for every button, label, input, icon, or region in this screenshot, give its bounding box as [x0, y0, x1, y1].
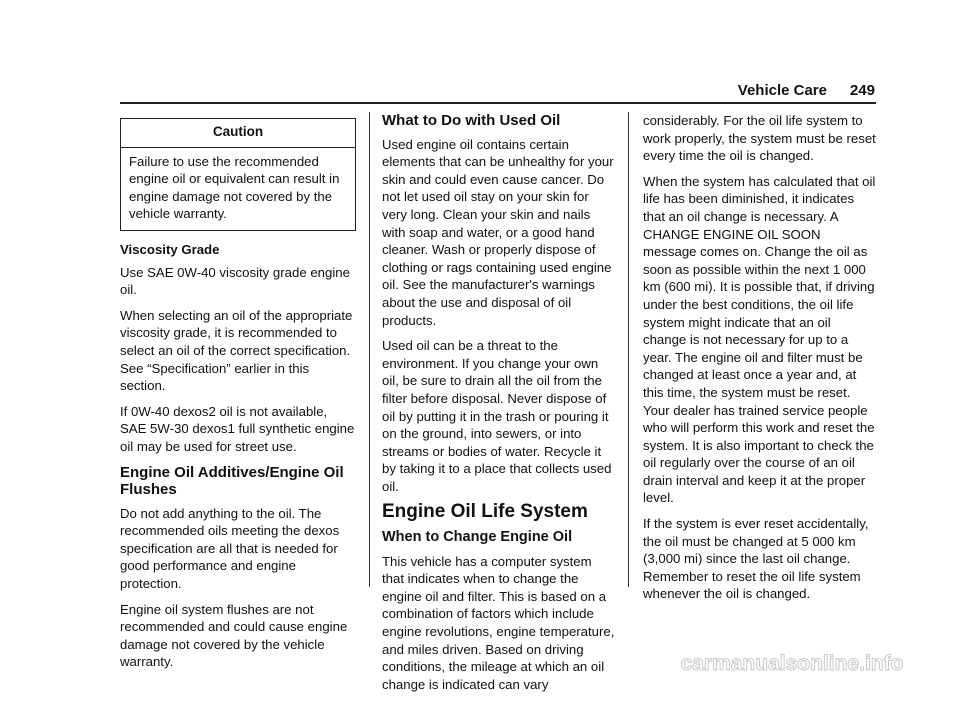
- viscosity-paragraph: Use SAE 0W-40 viscosity grade engine oil.: [120, 264, 350, 298]
- column-divider: [369, 112, 370, 587]
- viscosity-paragraph: When selecting an oil of the appropriate viscosity grade, it is recommended to select an oil of the correct specification. See “Specification” earlier in this section.: [120, 307, 353, 394]
- caution-box: [120, 118, 356, 231]
- watermark-text: carmanualsonline.info: [680, 652, 904, 675]
- used-oil-paragraph: Used oil can be a threat to the environment. If you change your own oil, be sure to drain all the oil from the filter before disposal. Never dispose of oil by putting it in the trash or pouring it on the ground, into sewers, or into streams or bodies of water. Recycle it by taking it to a place that collects used oil.: [382, 338, 612, 494]
- column-divider: [628, 112, 629, 587]
- when-to-change-heading: When to Change Engine Oil: [382, 529, 573, 546]
- section-title: Vehicle Care: [737, 82, 827, 99]
- used-oil-paragraph: Used engine oil contains certain elements that can be unhealthy for your skin and could even cause cancer. Do not let used oil stay on your skin for very long. Clean your skin and nails with soap and water, or a good hand cleaner. Wash or properly dispose of clothing or rags containing used engine oil. See the manufacturer's warnings about the use and disposal of oil products.: [382, 136, 614, 328]
- when-to-change-paragraph: This vehicle has a computer system that indicates when to change the engine oil and filter. This is based on a combination of factors which include engine revolutions, engine temperature, and miles driven. Based on driving conditions, the mileage at which an oil change is indicated can vary: [382, 553, 615, 692]
- column-right: [643, 112, 877, 611]
- column-middle: [382, 112, 616, 701]
- oil-life-paragraph: considerably. For the oil life system to work properly, the system must be reset every time the oil is changed.: [643, 113, 876, 164]
- additives-paragraph: Do not add anything to the oil. The recommended oils meeting the dexos specification are all that is needed for good performance and engine protection.: [120, 505, 340, 592]
- viscosity-paragraph: If 0W-40 dexos2 oil is not available, SAE 5W-30 dexos1 full synthetic engine oil may be used for street use.: [120, 403, 355, 454]
- viscosity-heading: Viscosity Grade: [120, 241, 220, 257]
- additives-paragraph: Engine oil system flushes are not recommended and could cause engine damage not covered by the vehicle warranty.: [120, 601, 348, 670]
- page-header: [705, 82, 875, 102]
- page-number: 249: [849, 82, 875, 99]
- used-oil-heading: What to Do with Used Oil: [382, 112, 561, 129]
- caution-title: Caution: [121, 119, 355, 148]
- header-rule: [120, 102, 876, 104]
- caution-text: Failure to use the recommended engine oil or equivalent can result in engine damage not covered by the vehicle warranty.: [129, 153, 340, 222]
- oil-life-system-heading: Engine Oil Life System: [382, 501, 588, 523]
- column-left: [120, 112, 356, 679]
- watermark-logo: [633, 650, 951, 676]
- oil-life-paragraph: If the system is ever reset accidentally, the oil must be changed at 5 000 km (3,000 mi) since the last oil change. Remember to reset the oil life system whenever the oil is changed.: [643, 516, 869, 602]
- additives-heading: Engine Oil Additives/Engine Oil Flushes: [120, 463, 344, 499]
- oil-life-paragraph: When the system has calculated that oil life has been diminished, it indicates that an oil change is necessary. A CHANGE ENGINE OIL SOON message comes on. Change the oil as soon as possible within the next 1 000 km (600 mi). It is possible that, if driving under the best conditions, the oil life system might indicate that an oil change is not necessary for up to a year. The engine oil and filter must be changed at least once a year and, at this time, the system must be reset. Your dealer has trained service people who will perform this work and reset the system. It is also important to check the oil regularly over the course of an oil drain interval and keep it at the proper level.: [643, 173, 876, 506]
